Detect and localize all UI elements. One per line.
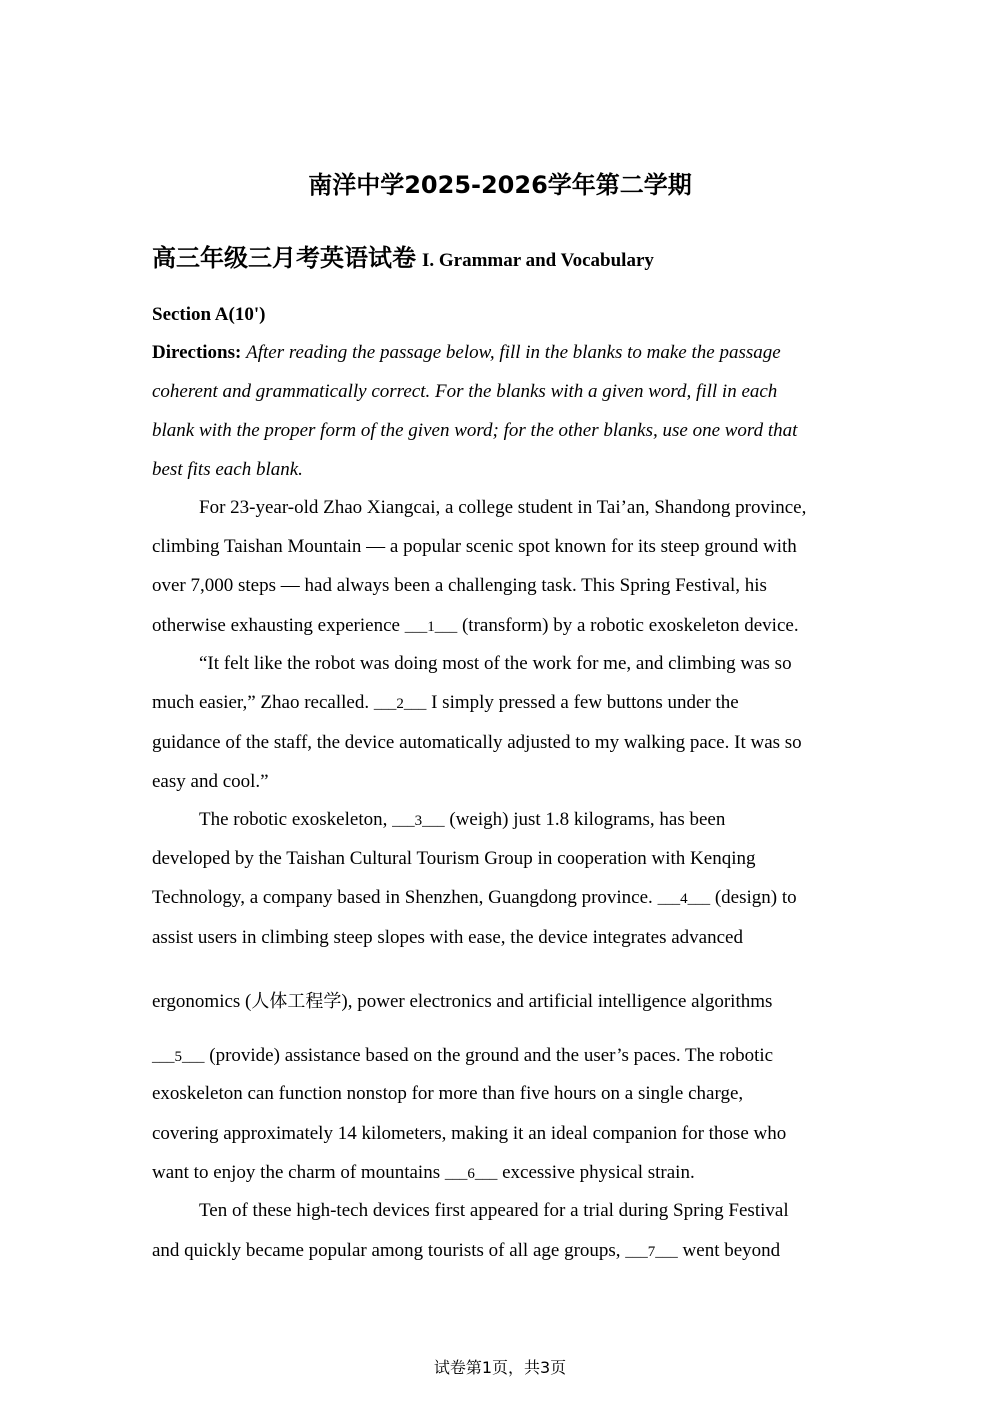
passage-text: and quickly became popular among tourists of all age groups, [152, 1240, 626, 1261]
directions-line-3: blank with the proper form of the given word; for the other blanks, use one word that [152, 420, 798, 441]
passage-line: covering approximately 14 kilometers, making it an ideal companion for those who [152, 1123, 787, 1144]
passage-line: exoskeleton can function nonstop for more than five hours on a single charge, [152, 1083, 744, 1104]
directions-line-2: coherent and grammatically correct. For the blanks with a given word, fill in each [152, 381, 778, 402]
passage-text: went beyond [677, 1240, 781, 1261]
part-heading: I. Grammar and Vocabulary [422, 250, 654, 271]
passage-line: Ten of these high-tech devices first appeared for a trial during Spring Festival [199, 1200, 789, 1221]
passage-line: easy and cool.” [152, 771, 269, 792]
passage-line [152, 1044, 773, 1069]
blank-7[interactable]: ___7___ [625, 1244, 678, 1260]
directions-line-1 [152, 341, 781, 365]
passage-line: climbing Taishan Mountain — a popular scenic spot known for its steep ground with [152, 536, 797, 557]
passage-text: much easier,” Zhao recalled. [152, 692, 374, 713]
directions-text: After reading the passage below, fill in the blanks to make the passage [246, 342, 781, 363]
blank-5[interactable]: ___5___ [152, 1049, 205, 1065]
section-label: Section A(10') [152, 304, 266, 325]
passage-text: The robotic exoskeleton, [199, 809, 393, 830]
directions-label: Directions: [152, 342, 242, 363]
passage-line: For 23-year-old Zhao Xiangcai, a college student in Tai’an, Shandong province, [199, 497, 807, 518]
passage-text: (weigh) just 1.8 kilograms, has been [444, 809, 726, 830]
passage-line: “It felt like the robot was doing most of the work for me, and climbing was so [199, 653, 792, 674]
passage-line: assist users in climbing steep slopes with ease, the device integrates advanced [152, 927, 743, 948]
directions-line-4: best fits each blank. [152, 459, 303, 480]
blank-2[interactable]: ___2___ [373, 696, 427, 712]
passage-text: excessive physical strain. [497, 1162, 695, 1183]
subtitle-chinese: 高三年级三月考英语试卷 [152, 244, 416, 272]
chinese-gloss: 人体工程学 [251, 991, 342, 1012]
passage-line [152, 614, 799, 639]
passage-line: developed by the Taishan Cultural Tourism Group in cooperation with Kenqing [152, 848, 756, 869]
passage-text: (design) to [710, 887, 797, 908]
passage-line [199, 808, 725, 833]
blank-1[interactable]: ___1___ [404, 619, 458, 635]
blank-3[interactable]: ___3___ [392, 813, 445, 829]
passage-line [152, 990, 772, 1014]
passage-line [152, 691, 739, 716]
passage-text: ergonomics ( [152, 991, 252, 1012]
page-footer: 试卷第1页，共3页 [433, 1358, 567, 1377]
passage-line: over 7,000 steps — had always been a challenging task. This Spring Festival, his [152, 575, 767, 596]
passage-text: I simply pressed a few buttons under the [426, 692, 739, 713]
blank-4[interactable]: ___4___ [657, 891, 711, 907]
passage-line [152, 1239, 780, 1264]
passage-text: (transform) by a robotic exoskeleton device. [457, 615, 799, 636]
passage-text: Technology, a company based in Shenzhen, Guangdong province. [152, 887, 658, 908]
passage-line [152, 1161, 695, 1186]
passage-text: otherwise exhausting experience [152, 615, 405, 636]
blank-6[interactable]: ___6___ [444, 1166, 498, 1182]
passage-line: guidance of the staff, the device automatically adjusted to my walking pace. It was so [152, 732, 802, 753]
passage-text: ), power electronics and artificial intelligence algorithms [341, 991, 773, 1012]
passage-text: (provide) assistance based on the ground and the user’s paces. The robotic [204, 1045, 774, 1066]
passage-line [152, 886, 797, 911]
exam-subtitle [152, 240, 654, 280]
exam-title: 南洋中学2025-2026学年第二学期 [308, 171, 692, 199]
passage-text: want to enjoy the charm of mountains [152, 1162, 445, 1183]
